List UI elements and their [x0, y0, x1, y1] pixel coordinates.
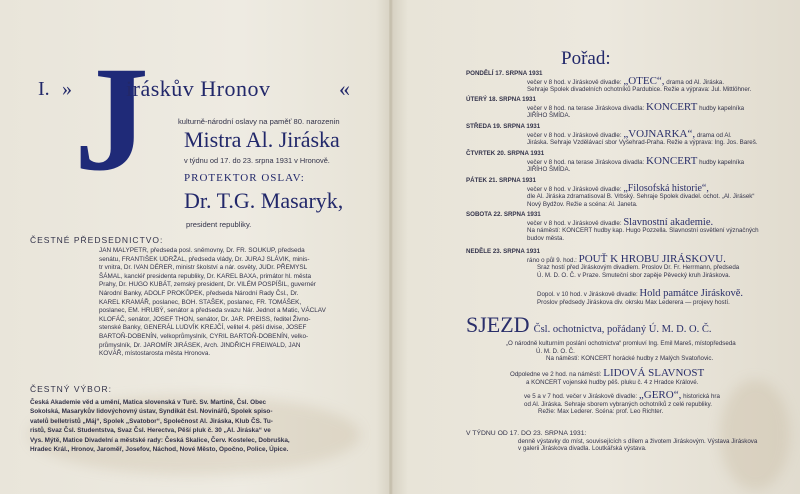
event-line: Na náměstí: KONCERT horácké hudby z Malých Svatoňovic. — [546, 355, 714, 363]
event-title: Slavnostní akademie. — [623, 216, 714, 228]
event-line: JIŘÍHO ŠMÍDA. — [527, 112, 571, 120]
mistr-name: Mistra Al. Jiráska — [184, 127, 340, 152]
program-event — [524, 389, 720, 416]
event-line: v galerii Jiráskova divadla. Loutkářská výstava. — [518, 445, 647, 453]
event-line: Režie: Max Lederer. Scéna: prof. Leo Richter. — [538, 408, 664, 416]
sjezd-lines — [506, 340, 736, 363]
honorary-line: tr vnitra, Dr. IVAN DÉRER, ministr školství a nár. osvěty, JUDr. PŘEMYSL — [99, 264, 308, 272]
week-block — [466, 430, 757, 453]
committee-line: ristů, Svaz Čsl. Studentstva, Svaz Čsl. Herectva, Pěší pluk č. 30 „Al. Jiráska“ ve — [30, 427, 271, 435]
event-title: „Filosofská historie“, — [623, 182, 709, 194]
event-title: POUŤ K HROBU JIRÁSKOVU. — [578, 252, 726, 265]
committee-line: vatelů belletristů „Máj“, Spolek „Svatobor“, Společnost Al. Jiráska, Klub ČS. Tu- — [30, 417, 273, 425]
day-label: NEDĚLE 23. SRPNA 1931 — [466, 248, 541, 255]
protektor-name: Dr. T.G. Masaryk, — [184, 188, 344, 213]
day-label: SOBOTA 22. SRPNA 1931 — [466, 211, 541, 218]
event-line: hudby kapelníka — [699, 104, 745, 112]
event-line: ve 5 a v 7 hod. večer v Jiráskově divadle: — [524, 393, 638, 400]
committee-line: Vys. Mýtě, Matice Divadelní a městské rady: Česká Skalice, Červ. Kostelec, Dobruška, — [30, 436, 290, 444]
event-line: drama od Al. Jiráska. — [666, 78, 725, 86]
event-line: večer v 8 hod. v Jiráskově divadle: — [527, 131, 622, 139]
event-title: „GERO“, — [638, 389, 682, 401]
day-label: ÚTERÝ 18. SRPNA 1931 — [466, 96, 536, 103]
program-day — [466, 70, 751, 94]
committee-heading: ČESTNÝ VÝBOR: — [30, 384, 112, 394]
event-title: LIDOVÁ SLAVNOST — [603, 367, 705, 379]
program-day — [466, 177, 754, 208]
event-line: Sehraje Spolek divadelních ochotníků Pardubice. Režie a výprava: Jul. Mittlöhner. — [527, 86, 752, 94]
honorary-line: Prahy, Dr. HUGO KUBÁT, zemský president, Dr. VILÉM POSPÍŠIL, guvernér — [99, 281, 316, 289]
program-day — [466, 150, 744, 174]
day-label: STŘEDA 19. SRPNA 1931 — [466, 123, 541, 130]
event-line: večer v 8 hod. v Jiráskově divadle: — [527, 78, 622, 86]
event-line: ráno o půl 9. hod.: — [527, 256, 577, 264]
quote-close: « — [339, 76, 350, 101]
honorary-line: KOVÁŘ, místostarosta města Hronova. — [99, 350, 211, 358]
committee-list — [30, 398, 290, 454]
event-line: drama od Al. — [696, 131, 732, 139]
event-line: dle Al. Jiráska zdramatisoval B. Vrbský. Sehraje Spolek divadel. ochot. „Al. Jirásek“ — [527, 193, 755, 201]
honorary-line: stenské Banky, GENERÁL LUDVÍK KREJČÍ, velitel 4. pěší divise, JOSEF — [99, 324, 307, 332]
event-line: večer v 8 hod. na terase Jiráskova divadla: — [527, 158, 645, 166]
event-title: „VOJNARKA“, — [623, 127, 696, 140]
program-event — [510, 367, 705, 386]
event-line: od Al. Jiráska. Sehraje sborem vybraných ochotníků z celé republiky. — [524, 400, 713, 408]
program-heading: Pořad: — [561, 48, 611, 69]
roman-numeral: I. — [38, 78, 50, 100]
honorary-list — [99, 247, 326, 359]
event-title: Hold památce Jiráskově. — [639, 288, 744, 299]
paper-fold — [389, 0, 393, 494]
event-title: „OTEC“, — [623, 74, 665, 87]
quote-open: » — [62, 78, 72, 100]
sjezd-subtitle: Čsl. ochotnictva, pořádaný Ú. M. D. O. Č. — [533, 324, 712, 335]
festival-title: iráskův Hronov — [126, 76, 271, 101]
event-line: „O národně kulturním poslání ochotnictva“ promluví Ing. Emil Mareš, místopředseda — [506, 340, 736, 347]
initial-letter-j: J — [74, 36, 149, 202]
day-label: ČTVRTEK 20. SRPNA 1931 — [466, 150, 545, 157]
protektor-label: PROTEKTOR OSLAV: — [184, 172, 305, 184]
program-day — [466, 123, 758, 147]
honorary-line: poslanec, EM. HRUBÝ, senátor a předseda svazu Nár. Jednot a Matic, VÁCLAV — [99, 307, 326, 315]
event-line: Na náměstí: KONCERT hudby kap. Hugo Pozzella. Slavnostní osvětlení význačných — [527, 227, 759, 235]
honorary-line: průmyslník, Dr. JAROMÍR JIRÁSEK, Arch. JINDŘICH FREIWALD, JAN — [99, 341, 301, 349]
program-day — [466, 211, 759, 242]
honorary-line: KAREL KRAMÁŘ, poslanec, BOH. STAŠEK, poslanec, FR. TOMÁŠEK, — [99, 298, 302, 306]
event-title: KONCERT — [646, 100, 698, 113]
event-line: denně výstavky do míst, souvisejících s dílem a životem Jiráskovým. Výstava Jiráskova — [518, 437, 758, 445]
sjezd-block — [466, 312, 711, 338]
event-line: hudby kapelníka — [699, 158, 745, 166]
event-line: historická hra — [683, 393, 720, 400]
honorary-line: Národní Banky, ADOLF PROKŮPEK, předseda Národní Rady Čsl., Dr. — [99, 289, 299, 297]
event-title: KONCERT — [646, 154, 698, 167]
program-event — [537, 290, 743, 306]
dates-line: v týdnu od 17. do 23. srpna 1931 v Hronově. — [184, 156, 330, 165]
program-day — [466, 248, 739, 279]
honorary-line: ŠÁMAL, kancléř presidenta republiky, Dr. KAREL BAXA, primátor hl. města — [99, 272, 312, 280]
subtitle: kulturně-národní oslavy na paměť 80. narozenin — [178, 117, 340, 126]
honorary-heading: ČESTNÉ PŘEDSEDNICTVO: — [30, 235, 164, 245]
event-line: Dopol. v 10 hod. v Jiráskově divadle: — [537, 291, 638, 298]
event-line: Ú. M. D. O. Č. v Praze. Smuteční sbor zapěje Pěvecký kruh Jiráskova. — [537, 271, 731, 279]
committee-line: Sokolská, Masarykův lidovýchovný ústav, Syndikát čsl. Novinářů, Spolek spiso- — [30, 408, 273, 416]
event-line: Odpoledne ve 2 hod. na náměstí: — [510, 371, 602, 378]
honorary-line: senátu, FRANTIŠEK UDRŽAL, předseda vlády, Dr. JURAJ SLÁVIK, minis- — [99, 255, 310, 263]
protektor-role: president republiky. — [186, 220, 252, 229]
day-label: PONDĚLÍ 17. SRPNA 1931 — [466, 70, 543, 77]
event-line: večer v 8 hod. v Jiráskově divadle: — [527, 185, 622, 193]
honorary-line: KLOFÁČ, senátor, JOSEF THON, senátor, Dr. JAR. PREISS, ředitel Živno- — [99, 315, 311, 323]
event-line: JIŘÍHO ŠMÍDA. — [527, 166, 571, 174]
committee-line: Hradec Král., Hronov, Jaroměř, Josefov, Náchod, Nové Město, Opočno, Police, Úpice. — [30, 446, 289, 454]
event-line: a KONCERT vojenské hudby pěš. pluku č. 4 z Hradce Králové. — [526, 378, 699, 386]
day-label: PÁTEK 21. SRPNA 1931 — [466, 177, 536, 184]
event-line: večer v 8 hod. na terase Jiráskova divadla: — [527, 104, 645, 112]
event-line: Proslov předsedy Jiráskova div. okrsku Max Lederera — projevy hostí. — [537, 298, 730, 306]
event-line: večer v 8 hod. v Jiráskově divadle: — [527, 219, 622, 227]
event-line: Nový Bydžov. Režie a scéna: Al. Janeta. — [527, 200, 638, 208]
event-line: Ú. M. D. O. Č. — [536, 347, 575, 355]
program-day — [466, 96, 744, 120]
event-line: Sraz hostí před Jiráskovým divadlem. Proslov Dr. Fr. Herrmann, předseda — [537, 264, 740, 272]
sjezd-title: SJEZD — [466, 312, 530, 337]
honorary-line: BARTOŇ-DOBENÍN, velkoprůmyslník, CYRIL BARTOŇ-DOBENÍN, velko- — [99, 332, 309, 340]
committee-line: Česká Akademie věd a umění, Matica slovenská v Turč. Sv. Martině, Čsl. Obec — [30, 399, 267, 406]
event-line: budov města. — [527, 234, 565, 242]
event-line: Jiráska. Sehraje Vzdělávací sbor Vyšehrad-Praha. Režie a výprava: Ing. Jos. Bareš. — [527, 139, 758, 147]
week-heading: V TÝDNU OD 17. DO 23. SRPNA 1931: — [466, 430, 587, 437]
honorary-line: JAN MALYPETR, předseda posl. sněmovny, Dr. FR. SOUKUP, předseda — [99, 247, 305, 254]
